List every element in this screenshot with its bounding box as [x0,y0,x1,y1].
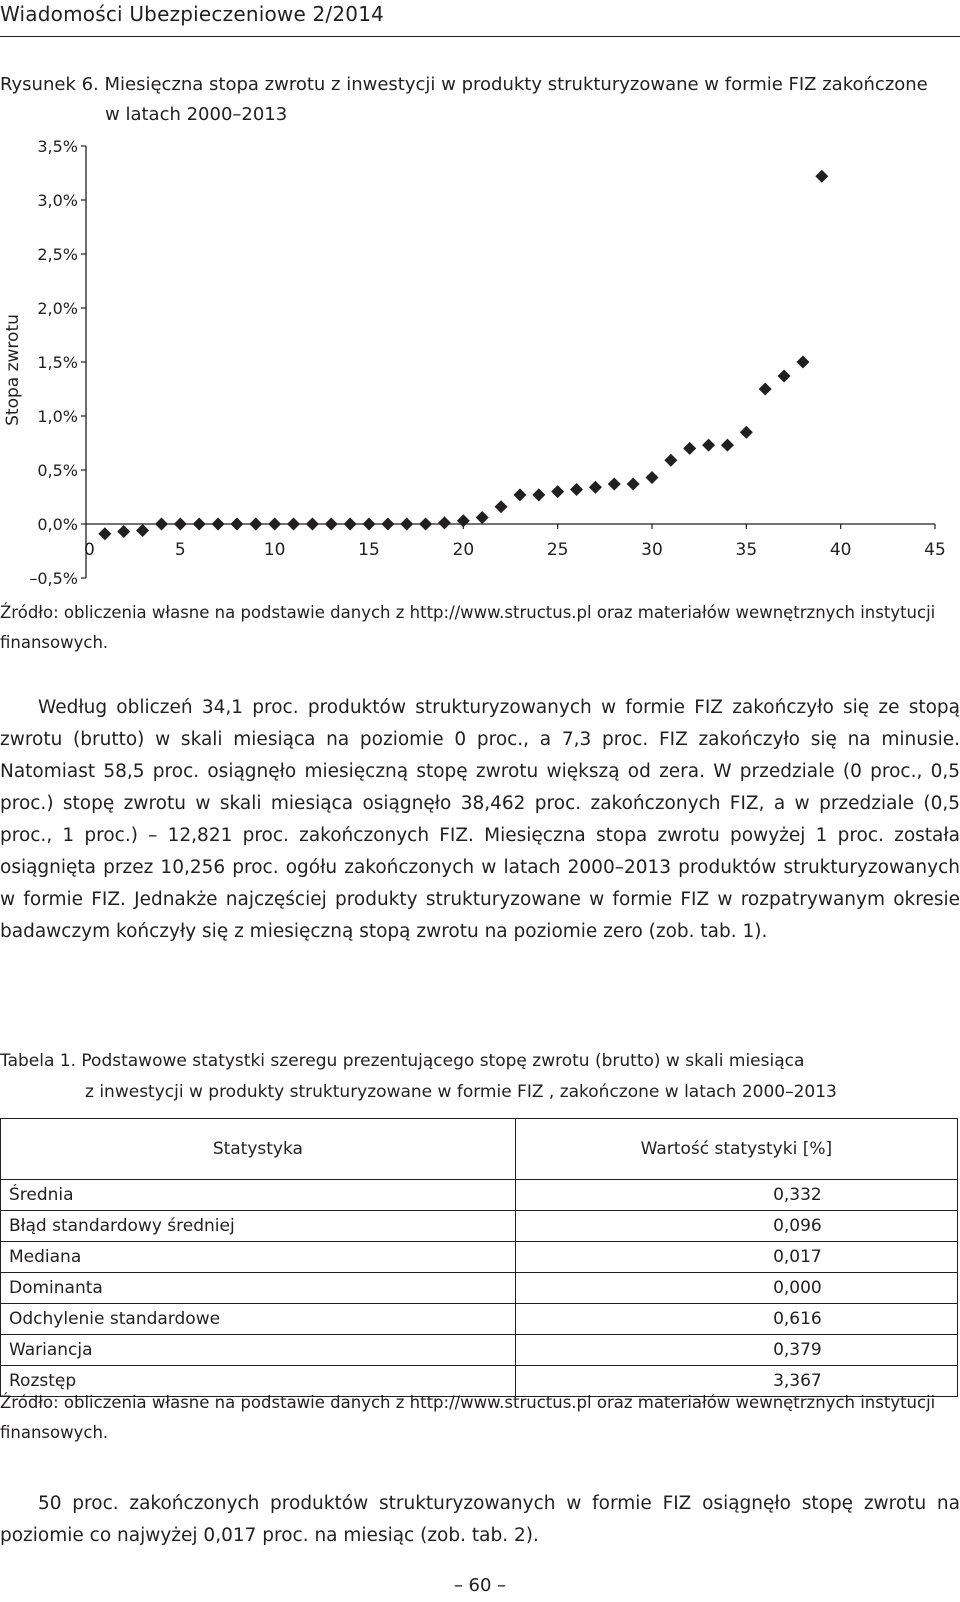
table-row [1,1242,958,1273]
body-paragraph-2-container [0,1488,960,1552]
data-point [287,518,300,531]
data-point [400,518,413,531]
data-point [306,518,319,531]
row-label: Dominanta [1,1273,516,1304]
row-value: 0,616 [515,1304,957,1335]
y-tick-label: 2,5% [37,245,78,264]
data-point [344,518,357,531]
data-point [513,488,526,501]
x-tick-label: 20 [452,540,475,560]
data-point [589,481,602,494]
scatter-chart [0,130,960,600]
x-tick-label: 5 [174,540,186,560]
data-point [702,439,715,452]
data-point [664,454,677,467]
table-caption-line1: Tabela 1. Podstawowe statystki szeregu prezentującego stopę zwrotu (brutto) w skali miesiąca [0,1051,805,1071]
row-label: Mediana [1,1242,516,1273]
data-point [363,518,376,531]
y-tick-label: 1,5% [37,353,78,372]
body-paragraph-1: Według obliczeń 34,1 proc. produktów strukturyzowanych w formie FIZ zakończyło się ze stopą zwrotu (brutto) w skali miesiąca na poziomie 0 proc., a 7,3 proc. FIZ zakończyło się na minusie. Natomiast 58,5 proc. osiągnęło miesięczną stopę zwrotu większą od zera. W przedziale (0 proc., 0,5 proc.) stopę zwrotu w skali miesiąca osiągnęło 38,462 proc. zakończonych FIZ, a w przedziale (0,5 proc., 1 proc.) – 12,821 proc. zakończonych FIZ. Miesięczna stopa zwrotu powyżej 1 proc. została osiągnięta przez 10,256 proc. ogółu zakończonych w latach 2000–2013 produktów strukturyzowanych w formie FIZ. Jednakże najczęściej produkty strukturyzowane w formie FIZ w rozpatrywanym okresie badawczym kończyły się z miesięczną stopą zwrotu na poziomie zero (zob. tab. 1). [0,697,960,942]
table-row [1,1211,958,1242]
data-point [627,478,640,491]
y-tick-label: 0,5% [37,461,78,480]
figure-caption-line1: Rysunek 6. Miesięczna stopa zwrotu z inwestycji w produkty strukturyzowane w formie FIZ zakończone [0,74,928,95]
data-point [740,426,753,439]
table-source: Źródło: obliczenia własne na podstawie danych z http://www.structus.pl oraz materiałów wewnętrznych instytucji finansowych. [0,1393,936,1442]
table-header-row [1,1119,958,1180]
data-point [476,511,489,524]
data-point [155,518,168,531]
x-tick-label: 0 [84,540,95,560]
data-point [419,518,432,531]
y-tick-label: 2,0% [37,299,78,318]
data-point [117,525,130,538]
table-row [1,1273,958,1304]
x-tick-label: 25 [546,540,569,560]
data-point [551,485,564,498]
data-point [268,518,281,531]
table-row [1,1335,958,1366]
header-statistic: Statystyka [1,1119,516,1180]
figure-source: Źródło: obliczenia własne na podstawie danych z http://www.structus.pl oraz materiałów wewnętrznych instytucji finansowych. [0,603,936,652]
data-point [532,488,545,501]
data-point [230,518,243,531]
header-value: Wartość statystyki [%] [515,1119,957,1180]
data-point [683,442,696,455]
data-point [495,500,508,513]
data-point [646,471,659,484]
figure-caption [0,70,960,130]
body-paragraph-2: 50 proc. zakończonych produktów strukturyzowanych w formie FIZ osiągnęło stopę zwrotu na poziomie co najwyżej 0,017 proc. na miesiąc (zob. tab. 2). [0,1493,960,1546]
y-tick-label: 3,5% [37,137,78,156]
data-point [212,518,225,531]
data-point [98,527,111,540]
row-label: Wariancja [1,1335,516,1366]
page-number: – 60 – [453,1575,507,1596]
data-point [325,518,338,531]
data-point [796,356,809,369]
table-caption [0,1046,960,1108]
data-point [457,514,470,527]
data-point [721,439,734,452]
y-axis [29,137,86,588]
row-value: 0,332 [515,1180,957,1211]
table-row [1,1180,958,1211]
data-point [174,518,187,531]
y-tick-label: 3,0% [37,191,78,210]
data-point [249,518,262,531]
row-label: Błąd standardowy średniej [1,1211,516,1242]
data-point [815,170,828,183]
row-value: 0,379 [515,1335,957,1366]
y-tick-label: –0,5% [29,569,78,588]
data-point [381,518,394,531]
header-rule [0,36,960,37]
data-point [778,370,791,383]
table-caption-line2: z inwestycji w produkty strukturyzowane w formie FIZ , zakończone w latach 2000–2013 [85,1082,837,1102]
x-tick-label: 45 [924,540,946,560]
table-row [1,1304,958,1335]
row-label: Średnia [1,1180,516,1211]
row-label: Rozstęp [1,1366,516,1397]
body-paragraph-1-container [0,692,960,948]
row-value: 0,017 [515,1242,957,1273]
x-tick-label: 10 [263,540,286,560]
data-point [438,516,451,529]
y-tick-label: 1,0% [37,407,78,426]
journal-header: Wiadomości Ubezpieczeniowe 2/2014 [0,2,385,26]
x-tick-label: 40 [829,540,852,560]
x-tick-label: 15 [358,540,380,560]
x-tick-label: 30 [641,540,663,560]
data-points [98,170,828,540]
data-point [608,478,621,491]
x-axis [84,524,946,560]
x-tick-label: 35 [735,540,758,560]
data-point [759,383,772,396]
row-value: 0,096 [515,1211,957,1242]
row-label: Odchylenie standardowe [1,1304,516,1335]
y-tick-label: 0,0% [37,515,78,534]
data-point [570,483,583,496]
y-axis-title: Stopa zwrotu [3,314,23,426]
data-point [136,524,149,537]
data-point [193,518,206,531]
figure-caption-line2: w latach 2000–2013 [105,104,288,125]
row-value: 3,367 [515,1366,957,1397]
row-value: 0,000 [515,1273,957,1304]
statistics-table [0,1118,958,1397]
